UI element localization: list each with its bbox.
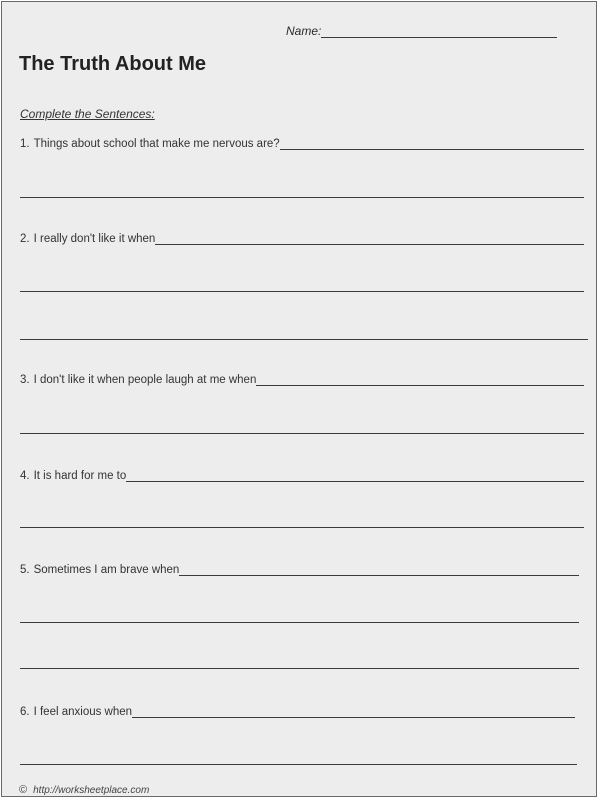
answer-line <box>20 764 577 765</box>
item-number: 4. <box>20 470 30 482</box>
name-blank-line <box>321 25 557 38</box>
sentence-item-5 <box>20 564 579 576</box>
answer-line <box>132 706 575 718</box>
instructions-heading: Complete the Sentences: <box>20 107 155 121</box>
sentence-item-6 <box>20 706 575 718</box>
sentence-item-4 <box>20 470 584 482</box>
copyright-icon: © <box>19 784 28 796</box>
answer-line <box>280 138 584 150</box>
name-label: Name: <box>286 24 322 38</box>
answer-line <box>20 668 579 669</box>
answer-line <box>126 470 584 482</box>
item-number: 2. <box>20 233 30 245</box>
item-prompt: It is hard for me to <box>33 470 127 482</box>
item-prompt: I feel anxious when <box>33 706 133 718</box>
answer-line <box>20 622 579 623</box>
worksheet-page <box>1 1 597 797</box>
name-field <box>286 24 557 38</box>
worksheet-title: The Truth About Me <box>19 53 207 75</box>
footer-url: http://worksheetplace.com <box>33 784 150 796</box>
item-number: 1. <box>20 138 30 150</box>
sentence-item-2 <box>20 233 584 245</box>
answer-line <box>20 291 584 292</box>
answer-line <box>20 527 584 528</box>
item-number: 5. <box>20 564 30 576</box>
answer-line <box>20 339 588 340</box>
answer-line <box>20 433 584 434</box>
item-prompt: Things about school that make me nervous are? <box>33 138 280 150</box>
item-number: 3. <box>20 374 30 386</box>
footer-credit <box>19 784 149 796</box>
item-number: 6. <box>20 706 30 718</box>
answer-line <box>179 564 579 576</box>
answer-line <box>155 233 584 245</box>
sentence-item-3 <box>20 374 584 386</box>
answer-line <box>256 374 584 386</box>
item-prompt: Sometimes I am brave when <box>33 564 180 576</box>
sentence-item-1 <box>20 138 584 150</box>
answer-line <box>20 197 584 198</box>
item-prompt: I don't like it when people laugh at me when <box>33 374 257 386</box>
item-prompt: I really don't like it when <box>33 233 156 245</box>
